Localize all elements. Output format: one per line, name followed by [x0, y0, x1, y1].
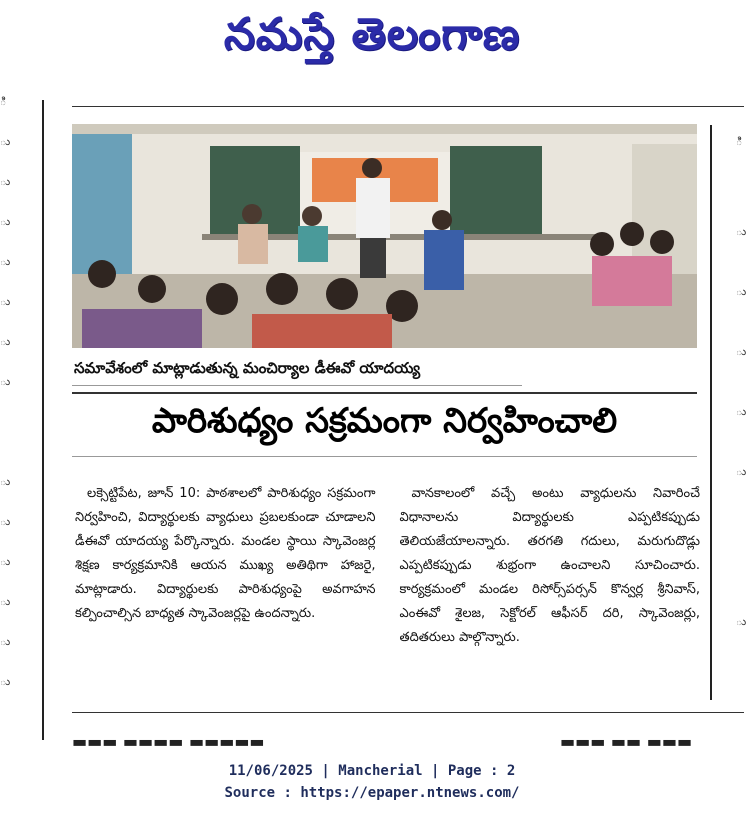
- next-article-teaser-right: ▬▬▬ ▬▬ ▬▬▬: [560, 732, 693, 751]
- article-column-2: [400, 482, 701, 702]
- headline: [72, 392, 697, 457]
- section-rule: [72, 712, 744, 713]
- article-body: [75, 482, 700, 702]
- photo-caption: [72, 355, 522, 386]
- source-link[interactable]: Source : https://epaper.ntnews.com/: [224, 785, 520, 801]
- edition-info: 11/06/2025 | Mancherial | Page : 2: [228, 763, 516, 779]
- adjacent-column-fragment-left: ి ు ు ు ు ు ు ు ు ు ు ు ు ు: [0, 95, 11, 688]
- section-rule: [72, 106, 744, 107]
- article-paragraph: వానకాలంలో వచ్చే అంటు వ్యాధులను నివారించే విధానాలను విద్యార్థులకు ఎప్పటికప్పుడు తెలియజేయాలన్నారు. తరగతి గదులు, మరుగుదొడ్లు ఎప్పటికప్పుడు శుభ్రంగా ఉంచాలని సూచించారు. కార్యక్రమంలో మండల రిసోర్స్‌పర్సన్ కొన్వర్ల శ్రీనివాస్, ఎంఈవో శైలజ, సెక్టోరల్ ఆఫీసర్ దరి, స్కావెంజర్లు, తదితరులు పాల్గొన్నారు.: [399, 486, 700, 645]
- article-paragraph: లక్సెట్టిపేట, జూన్ 10: పాఠశాలలో పారిశుధ్యం సక్రమంగా నిర్వహించి, విద్యార్థులకు వ్యాధులు ప్రబలకుండా చూడాలని డీఈవో యాదయ్య పేర్కొన్నారు. మండల స్థాయి స్కావెంజర్ల శిక్షణ కార్యక్రమానికి ఆయన ముఖ్య అతిథిగా హాజరై, మాట్లాడారు. విద్యార్థులకు పారిశుధ్యంపై అవగాహన కల్పించాల్సిన బాధ్యత స్కావెంజర్లపై ఉందన్నారు.: [75, 486, 376, 621]
- adjacent-column-fragment-right: ి ు ు ు ు ు ు: [736, 135, 746, 628]
- headline-text: పారిశుధ్యం సక్రమంగా నిర్వహించాలి: [151, 401, 618, 441]
- footer: [0, 760, 744, 804]
- column-divider: [42, 100, 44, 740]
- next-article-teaser-left: ▬▬▬ ▬▬▬▬ ▬▬▬▬▬: [72, 732, 265, 751]
- masthead: [0, 0, 744, 80]
- article-column-1: [75, 482, 376, 702]
- article-photo: [72, 124, 697, 348]
- caption-text: సమావేశంలో మాట్లాడుతున్న మంచిర్యాల డీఈవో యాదయ్య: [74, 359, 421, 377]
- column-divider: [710, 125, 712, 700]
- newspaper-title: నమస్తే తెలంగాణ: [223, 9, 521, 60]
